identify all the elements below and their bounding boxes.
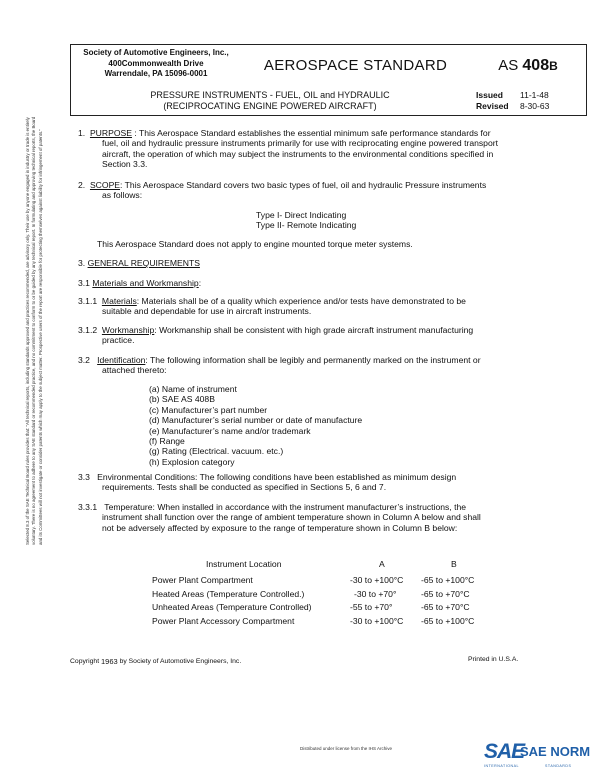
- logo-international: INTERNATIONAL: [484, 764, 519, 768]
- section-3-2-number: 3.2: [78, 355, 90, 365]
- table-row-a: -30 to +100°C: [350, 575, 404, 585]
- table-header-location: Instrument Location: [206, 559, 282, 569]
- section-3-3-1-text-3: not be adversely affected by exposure to the range of temperature shown in Column B below:: [102, 522, 458, 533]
- scope-note: This Aerospace Standard does not apply to engine mounted torque meter systems.: [97, 239, 413, 249]
- section-3-1-2-heading: Workmanship: [101, 325, 155, 335]
- section-3-1-1: [78, 296, 548, 317]
- table-row-b: -65 to +100°C: [421, 616, 475, 626]
- copyright-holder: by Society of Automotive Engineers, Inc.: [119, 658, 242, 665]
- section-3-1-2-number: 3.1.2: [78, 325, 98, 335]
- subject-line-1: PRESSURE INSTRUMENTS - FUEL, OIL and HYDRAULIC: [150, 90, 390, 100]
- list-item: (b) SAE AS 408B: [149, 394, 215, 405]
- section-3-1-2-text: : Workmanship shall be consistent with high grade aircraft instrument manufacturing: [154, 325, 474, 335]
- table-row-b: -65 to +70°C: [421, 602, 470, 612]
- section-3-1-1-text: : Materials shall be of a quality which experience and/or tests have demonstrated to be: [136, 296, 466, 306]
- date-block: [470, 87, 586, 115]
- section-scope: [78, 180, 548, 201]
- copyright-year: 1963: [100, 657, 118, 666]
- section-3-3-1-number: 3.3.1: [78, 502, 98, 512]
- section-purpose: [78, 128, 548, 170]
- section-3-1-heading: Materials and Workmanship: [92, 278, 199, 288]
- section-3-3-text: Environmental Conditions: The following conditions have been established as minimum design: [97, 472, 457, 482]
- section-3-2-text-2: attached thereto:: [102, 365, 167, 376]
- list-item: (g) Rating (Electrical. vacuum. etc.): [149, 446, 284, 457]
- section-3-heading-row: [78, 258, 548, 268]
- section-3-3-1-text: Temperature: When installed in accordance with the instrument manufacturer’s instructions, the: [104, 502, 467, 512]
- section-3-heading: GENERAL REQUIREMENTS: [87, 258, 200, 268]
- issued-label: Issued: [476, 90, 503, 100]
- issued-date: 11-1-48: [520, 90, 549, 100]
- technical-board-note: Selected 8.3 of the SAE Technical Board rules provides that: “All technical reports, including standards approved and practices recommended, are advisory only. Their use by anyone engaged in industry or trade is entirely voluntary. There is no agreement to adhere to any SAE standard or recommended practice, and no commitment to conform to or be guided by any technical report. In formulating and approving technical reports, the Board and its Committees will not investigate or consider patents which may apply to the subject matter. Prospective users of the report are responsible for protecting themselves against liability for infringement of patents.”: [25, 116, 43, 545]
- section-3-number: 3.: [78, 258, 86, 268]
- copyright-label: Copyright: [70, 658, 100, 665]
- list-item: (f) Range: [149, 436, 185, 447]
- section-3-3-text-2: requirements. Tests shall be conducted as specified in Sections 5, 6 and 7.: [102, 482, 387, 493]
- document-header: [70, 44, 587, 116]
- section-1-text: : This Aerospace Standard establishes the essential minimum safe performance standards for: [131, 128, 491, 138]
- copyright: [70, 656, 241, 665]
- table-row-location: Power Plant Accessory Compartment: [152, 616, 295, 626]
- subject-line-2: (RECIPROCATING ENGINE POWERED AIRCRAFT): [163, 101, 377, 111]
- list-item: (d) Manufacturer’s serial number or date of manufacture: [149, 415, 363, 426]
- document-subject: [71, 87, 469, 115]
- distribution-note: Distributed under license from the IHS Archive: [300, 746, 393, 751]
- list-item: (e) Manufacturer’s name and/or trademark: [149, 425, 311, 436]
- type-2: Type II- Remote Indicating: [256, 220, 357, 231]
- section-3-2-heading: Identification: [97, 355, 146, 365]
- section-2-text: : This Aerospace Standard covers two basic types of fuel, oil and hydraulic Pressure instruments: [120, 180, 487, 190]
- table-row-a: -30 to +70°: [354, 589, 397, 599]
- section-2-heading: SCOPE: [89, 180, 121, 190]
- table-row-a: -55 to +70°: [350, 602, 393, 612]
- section-1-number: 1.: [78, 128, 86, 138]
- org-address: 400Commonwealth Drive: [108, 58, 204, 68]
- section-3-1-1-number: 3.1.1: [78, 296, 98, 306]
- table-header-a: A: [379, 559, 385, 569]
- section-3-1-colon: :: [198, 278, 202, 288]
- section-3-1-number: 3.1: [78, 278, 90, 288]
- section-3-1-1-heading: Materials: [101, 296, 137, 306]
- document-number: [470, 45, 586, 86]
- doc-number: 408: [522, 57, 550, 74]
- table-row-location: Heated Areas (Temperature Controlled.): [152, 589, 305, 599]
- section-3-1-row: [78, 278, 548, 288]
- sae-logo-mark: SAE: [484, 740, 525, 763]
- list-item: (c) Manufacturer’s part number: [149, 404, 268, 415]
- section-3-1-2: [78, 325, 548, 346]
- section-1-heading: PURPOSE: [89, 128, 132, 138]
- table-row-b: -65 to +70°C: [421, 589, 470, 599]
- table-row-location: Unheated Areas (Temperature Controlled): [152, 602, 312, 612]
- section-3-3: [78, 472, 548, 493]
- table-row-b: -65 to +100°C: [421, 575, 475, 585]
- identification-list: [149, 384, 479, 467]
- logo-standards: STANDARDS: [545, 764, 572, 768]
- org-city: Warrendale, PA 15096-0001: [104, 69, 208, 78]
- section-3-1-1-text-2: suitable and dependable for use in aircraft instruments.: [102, 306, 312, 317]
- organization-block: [71, 45, 241, 86]
- section-3-1-2-text-2: practice.: [102, 335, 135, 346]
- section-3-2: [78, 355, 548, 376]
- section-1-text-4: Section 3.3.: [102, 159, 148, 170]
- section-2-number: 2.: [78, 180, 86, 190]
- section-3-3-number: 3.3: [78, 472, 90, 482]
- revised-label: Revised: [476, 101, 509, 111]
- doc-prefix: AS: [498, 57, 519, 74]
- sae-norm-wordmark: SAE NORM: [520, 744, 591, 759]
- section-3-3-1: [78, 502, 548, 533]
- doc-revision: B: [549, 59, 558, 73]
- revised-date: 8-30-63: [520, 101, 550, 111]
- instrument-types: [256, 210, 506, 231]
- table-row-a: -30 to +100°C: [350, 616, 404, 626]
- section-3-2-text: : The following information shall be legibly and permanently marked on the instrument or: [145, 355, 481, 365]
- list-item: (h) Explosion category: [149, 456, 235, 467]
- standard-type: AEROSPACE STANDARD: [263, 57, 448, 74]
- printed-in: Printed in U.S.A.: [468, 656, 519, 663]
- table-header-b: B: [451, 559, 457, 569]
- section-1-text-3: aircraft, the operation of which may subject the instruments to the environmental conditions specified in: [102, 148, 494, 159]
- list-item: (a) Name of instrument: [149, 384, 237, 394]
- type-1: Type I- Direct Indicating: [256, 210, 347, 220]
- section-2-text-2: as follows:: [102, 190, 143, 201]
- section-3-3-1-text-2: instrument shall function over the range of ambient temperature shown in Column A below and shall: [102, 512, 481, 523]
- org-name: Society of Automotive Engineers, Inc.,: [83, 48, 229, 57]
- table-row-location: Power Plant Compartment: [152, 575, 253, 585]
- section-1-text-2: fuel, oil and hydraulic pressure instruments primarily for use with reciprocating engine powered transport: [102, 138, 498, 149]
